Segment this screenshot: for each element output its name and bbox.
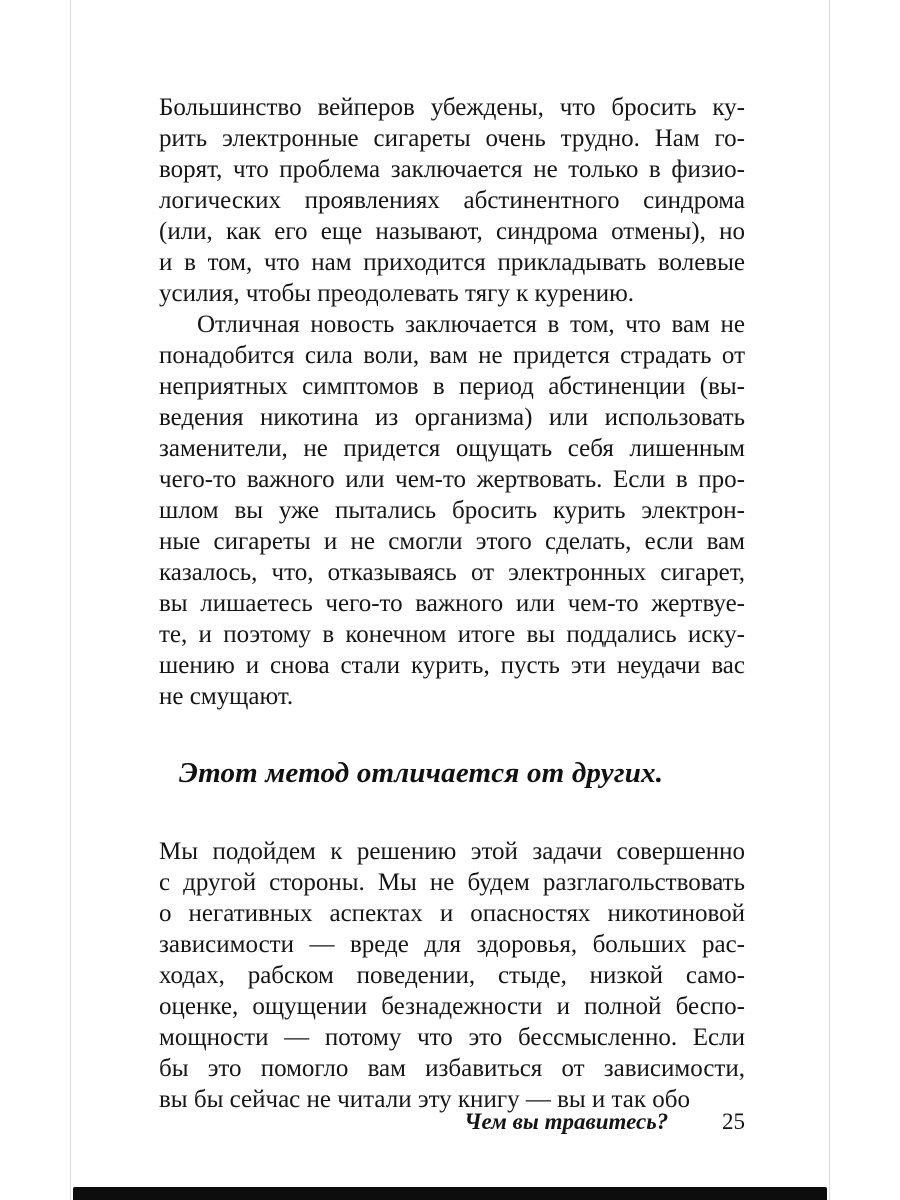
text-line: Мы подойдем к решению этой задачи совершенно (159, 838, 745, 865)
text-line: с другой стороны. Мы не будем разглагольствовать (159, 869, 745, 896)
text-line: понадобится сила воли, вам не придется страдать от (159, 342, 745, 369)
text-line: казалось, что, отказываясь от электронных сигарет, (159, 559, 745, 586)
running-title: Чем вы травитесь? (464, 1109, 669, 1134)
text-line: Большинство вейперов убеждены, что бросить ку- (159, 94, 745, 121)
paragraphs-before-heading (159, 92, 745, 712)
text-line: и в том, что нам приходится прикладывать волевые (159, 249, 745, 276)
text-line: неприятных симптомов в период абстиненции (вы- (159, 373, 745, 400)
text-line: бы это помогло вам избавиться от зависимости, (159, 1055, 745, 1082)
text-block (71, 0, 829, 1115)
text-line: оценке, ощущении безнадежности и полной беспо- (159, 993, 745, 1020)
text-line: рить электронные сигареты очень трудно. Нам го- (159, 125, 745, 152)
text-line: ворят, что проблема заключается не только в физио- (159, 156, 745, 183)
book-page (70, 0, 830, 1200)
text-line: зависимости — вреде для здоровья, больших рас- (159, 931, 745, 958)
paragraph (159, 309, 745, 712)
section-heading: Этот метод отличается от других. (179, 757, 664, 789)
text-line: усилия, чтобы преодолевать тягу к курению. (159, 280, 635, 307)
paragraphs-after-heading (159, 836, 745, 1115)
page-footer (159, 1108, 745, 1136)
paragraph (159, 92, 745, 309)
text-line: заменители, не придется ощущать себя лишенным (159, 435, 745, 462)
paragraph (159, 836, 745, 1115)
text-line: Отличная новость заключается в том, что вам не (197, 311, 745, 338)
text-line: шлом вы уже пытались бросить курить электрон- (159, 497, 745, 524)
page-number: 25 (722, 1109, 745, 1134)
text-line: вы лишаетесь чего-то важного или чем-то жертвуе- (159, 590, 745, 617)
text-line: о негативных аспектах и опасностях никотиновой (159, 900, 745, 927)
book-spine-bar (73, 1187, 827, 1200)
text-line: мощности — потому что это бессмысленно. Если (159, 1024, 745, 1051)
text-line: чего-то важного или чем-то жертвовать. Если в про- (159, 466, 745, 493)
text-line: ные сигареты и не смогли этого сделать, если вам (159, 528, 745, 555)
text-line: не смущают. (159, 683, 294, 710)
text-line: логических проявлениях абстинентного синдрома (159, 187, 745, 214)
text-line: (или, как его еще называют, синдрома отмены), но (159, 218, 745, 245)
text-line: те, и поэтому в конечном итоге вы поддались иску- (159, 621, 745, 648)
text-line: ведения никотина из организма) или использовать (159, 404, 745, 431)
text-line: ходах, рабском поведении, стыде, низкой само- (159, 962, 745, 989)
text-line: шению и снова стали курить, пусть эти неудачи вас (159, 652, 745, 679)
text-line: вы бы сейчас не читали эту книгу — вы и так обо (159, 1086, 690, 1113)
